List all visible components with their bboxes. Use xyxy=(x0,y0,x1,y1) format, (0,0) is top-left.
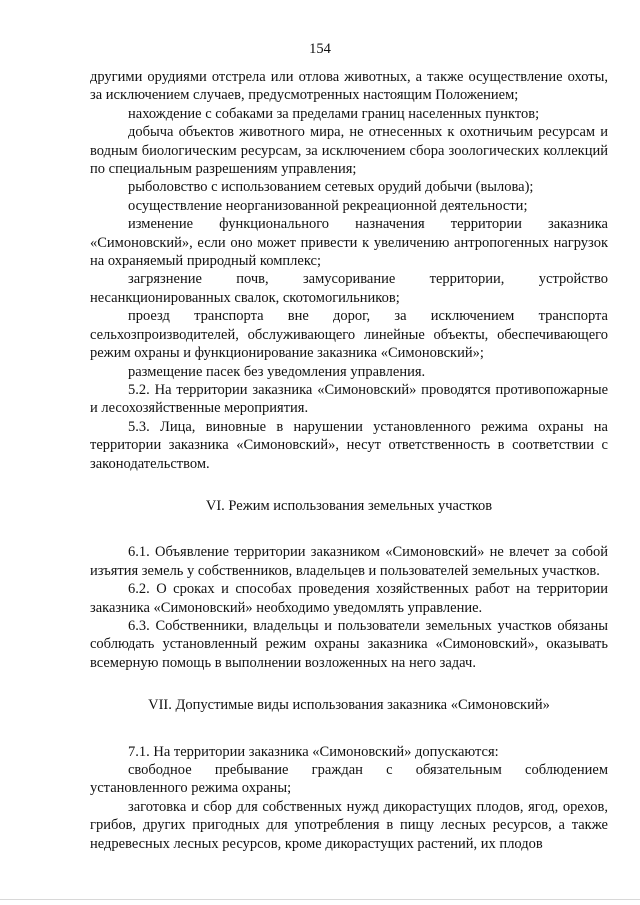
paragraph: 7.1. На территории заказника «Симоновский» допускаются: xyxy=(128,743,499,760)
paragraph: 5.2. На территории заказника «Симоновский» проводятся противопожарные и лесохозяйственные мероприятия. xyxy=(90,381,608,417)
page-number: 154 xyxy=(309,41,331,57)
paragraph: рыболовство с использованием сетевых орудий добычи (вылова); xyxy=(128,179,534,196)
paragraph: загрязнение почв, замусоривание территории, устройство несанкционированных свалок, скотомогильников; xyxy=(90,271,608,306)
paragraph: 6.1. Объявление территории заказником «Симоновский» не влечет за собой изъятия земель у собственников, владельцев и пользователей земельных участков. xyxy=(90,544,608,579)
section-heading: VII. Допустимые виды использования заказника «Симоновский» xyxy=(148,697,550,714)
paragraph: изменение функционального назначения территории заказника «Симоновский», если оно может привести к увеличению антропогенных нагрузок на охраняемый природный комплекс; xyxy=(90,216,608,270)
scan-edge-line xyxy=(0,899,640,900)
section-heading: VI. Режим использования земельных участков xyxy=(205,497,493,514)
paragraph: 5.3. Лица, виновные в нарушении установленного режима охраны на территории заказника «Симоновский», несут ответственность в соответствии с законодательством. xyxy=(90,418,608,472)
paragraph: размещение пасек без уведомления управления. xyxy=(128,363,426,380)
paragraph: 6.2. О сроках и способах проведения хозяйственных работ на территории заказника «Симоновский» необходимо уведомлять управление. xyxy=(90,581,608,616)
paragraph: свободное пребывание граждан с обязательным соблюдением установленного режима охраны; xyxy=(90,762,608,797)
paragraph: 6.3. Собственники, владельцы и пользователи земельных участков обязаны соблюдать установленный режим охраны заказника «Симоновский», оказывать всемерную помощь в выполнении возложенных на него задач. xyxy=(90,617,608,671)
document-body xyxy=(90,68,608,853)
paragraph: осуществление неорганизованной рекреационной деятельности; xyxy=(128,197,528,214)
paragraph: другими орудиями отстрела или отлова животных, а также осуществление охоты, за исключением случаев, предусмотренных настоящим Положением; xyxy=(90,69,608,104)
paragraph: добыча объектов животного мира, не отнесенных к охотничьим ресурсам и водным биологическим ресурсам, за исключением сбора зоологических коллекций по специальным разрешениям управления; xyxy=(90,124,608,178)
paragraph: проезд транспорта вне дорог, за исключением транспорта сельхозпроизводителей, обслуживающего линейные объекты, обеспечивающего режим охраны и функционирование заказника «Симоновский»; xyxy=(90,308,608,362)
paragraph: заготовка и сбор для собственных нужд дикорастущих плодов, ягод, орехов, грибов, других пригодных для употребления в пищу лесных ресурсов, а также недревесных лесных ресурсов, кроме дикорастущих растений, их плодов xyxy=(90,798,608,852)
paragraph: нахождение с собаками за пределами границ населенных пунктов; xyxy=(128,105,540,122)
